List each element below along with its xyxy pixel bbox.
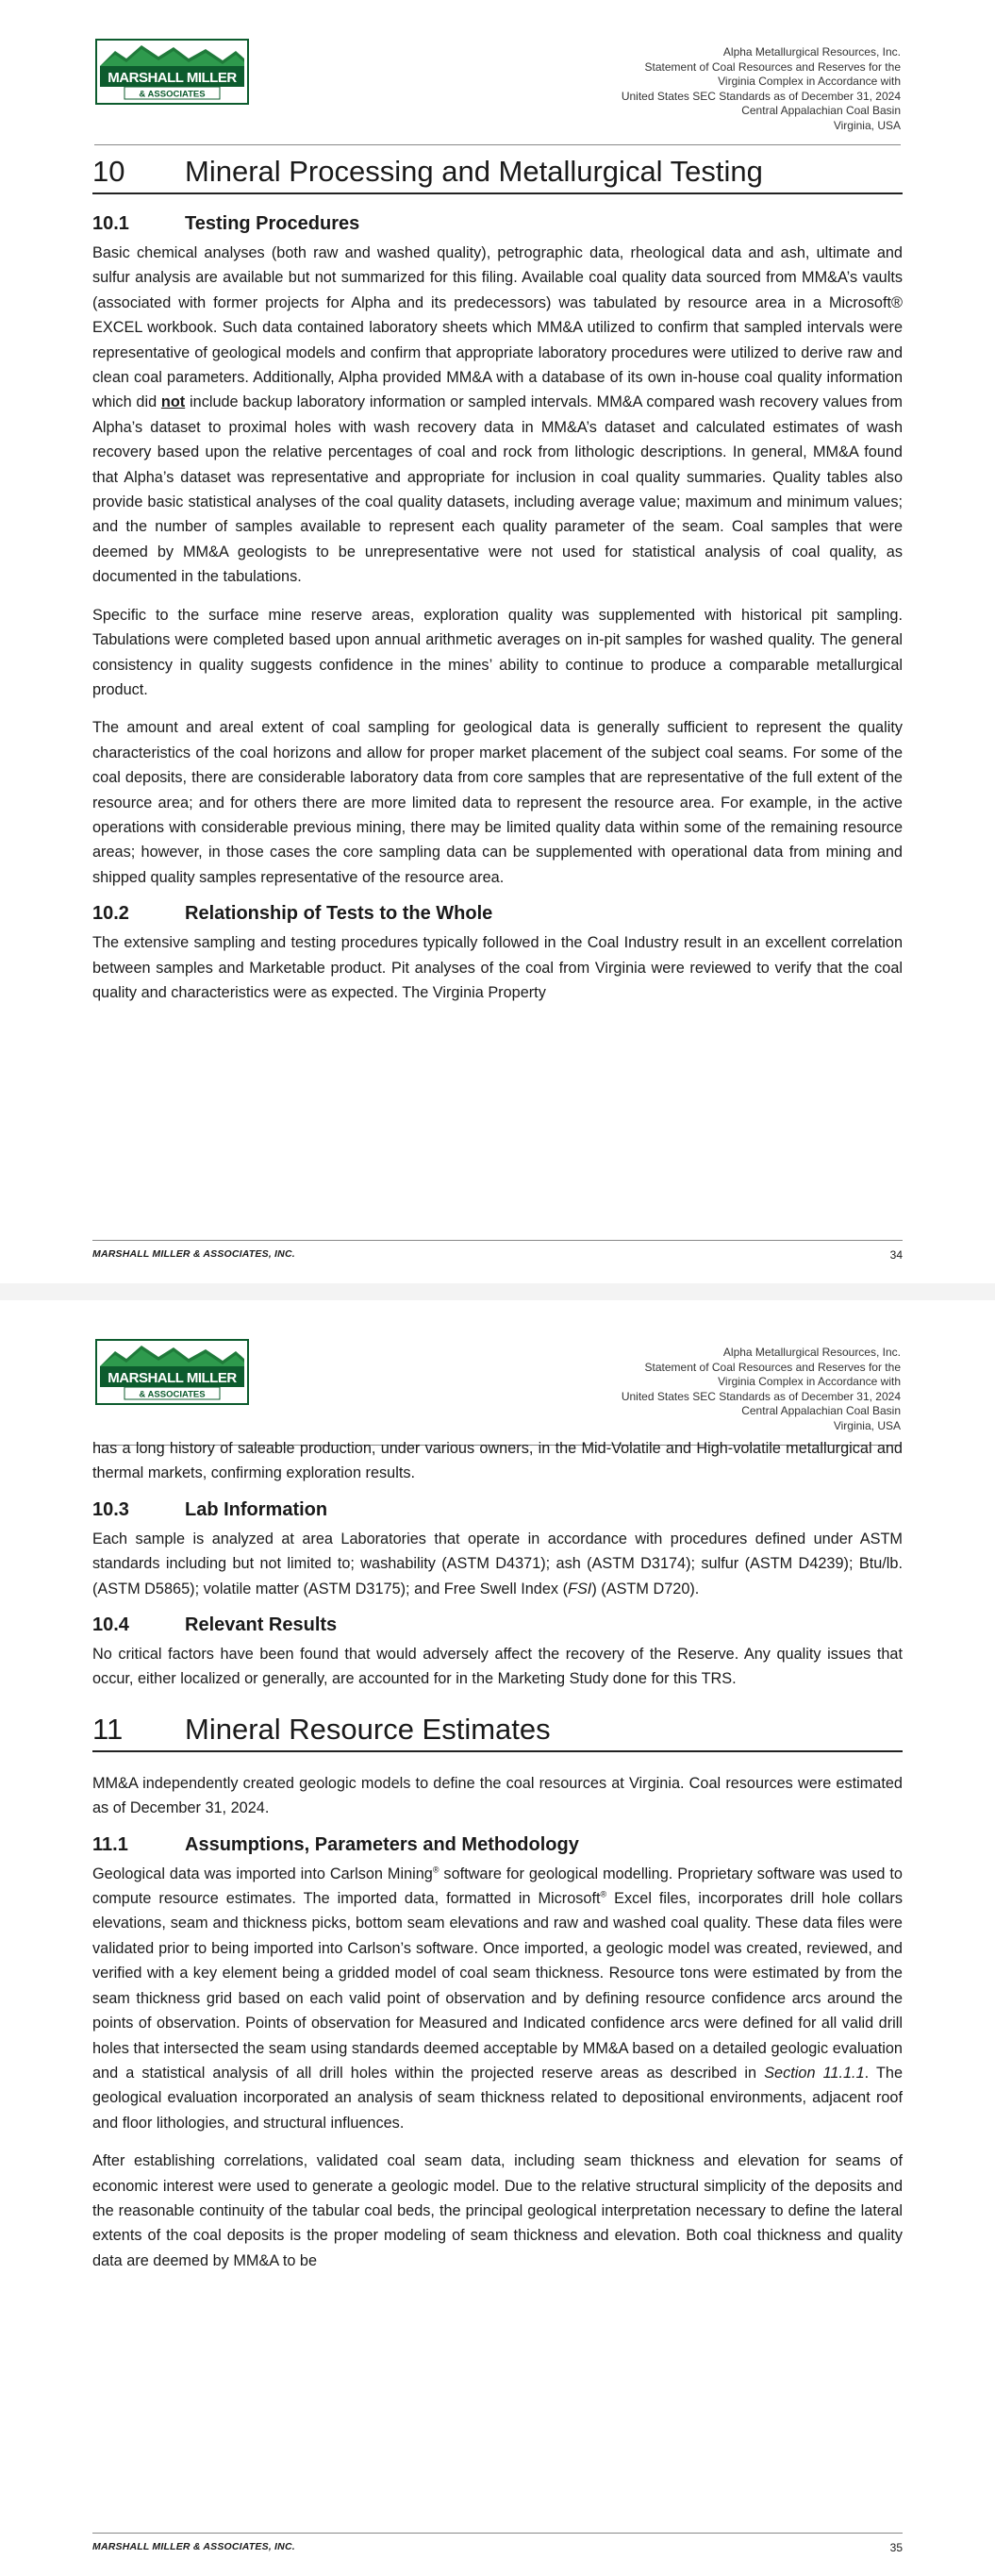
paragraph: No critical factors have been found that would adversely affect the recovery of the Reserve. Any quality issues that occur, either localized or generally, are accounted for in the Marketing Study done for this TRS. (92, 1646, 903, 1688)
paragraph: Basic chemical analyses (both raw and washed quality), petrographic data, rheological data and ash, ultimate and sulfur analysis are available but not summarized for this filing. Available coal quality data sourced from MM&A’s vaults (associated with former projects for Alpha and its predecessors) was tabulated by resource area in a Microsoft® EXCEL workbook. Such data contained laboratory sheets which MM&A utilized to confirm that sampled intervals were representative of geological models and confirm that appropriate laboratory procedures were utilized to derive raw and clean coal parameters. Additionally, Alpha provided MM&A with a database of its own in-house coal quality information which did not include backup laboratory information or sampled intervals. MM&A compared wash recovery values from Alpha’s dataset to proximal holes with wash recovery data in MM&A’s dataset and calculated estimates of wash recovery based upon the relative percentages of coal and rock from lithologic descriptions. In general, MM&A found that Alpha’s dataset was representative and appropriate for inclusion in coal quality summaries. Quality tables also provide basic statistical analyses of the coal quality datasets, including average value; maximum and minimum values; and the number of samples available to represent each quality parameter of the seam. Coal samples that were deemed by MM&A geologists to be unrepresentative were not used for statistical analysis of coal quality, as documented in the tabulations. (92, 244, 903, 586)
paragraph: Specific to the surface mine reserve areas, exploration quality was supplemented with historical pit sampling. Tabulations were completed based upon annual arithmetic averages on in-pit samples for washed quality. The general consistency in quality suggests confidence in the mines’ ability to continue to produce a comparable metallurgical product. (92, 606, 903, 698)
header-line: Virginia Complex in Accordance with (718, 1375, 901, 1388)
section-reference: Section 11.1.1 (764, 2064, 865, 2082)
paragraph: After establishing correlations, validated coal seam data, including seam thickness and elevation for seams of economic interest were used to generate a geologic model. Due to the relative structural simplicity of the deposits and the reasonable continuity of the tabular coal beds, the principal geological interpretation necessary to define the lateral extents of the coal deposits is the proper modeling of seam thickness and elevation. Both coal thickness and quality data are deemed by MM&A to be (92, 2152, 903, 2269)
section-heading (92, 155, 903, 194)
logo-text: MARSHALL MILLER (108, 70, 237, 86)
header-divider (94, 144, 901, 145)
section-title: Mineral Resource Estimates (185, 1712, 551, 1746)
footer-company: MARSHALL MILLER & ASSOCIATES, INC. (92, 2541, 295, 2552)
page-number: 34 (889, 1248, 903, 1262)
paragraph: Geological data was imported into Carlson Mining® software for geological modelling. Proprietary software was used to compute resource estimates. The imported data, formatted in Microsoft® Excel files, incorporates drill hole collars elevations, seam and thickness picks, bottom seam elevations and raw and washed coal quality. These data files were validated prior to being imported into Carlson’s software. Once imported, a geologic model was created, reviewed, and verified with a key element being a gridded model of coal seam thickness. Resource tons were estimated by from the seam thickness grid based on each valid point of observation and by defining resource confidence arcs around the points of observation. Points of observation for Measured and Indicated confidence arcs were defined for all valid drill holes that intersected the seam using standards deemed acceptable by MM&A based on a detailed geologic evaluation and a statistical analysis of all drill holes within the projected reserve areas as described in Section 11.1.1. The geological evaluation incorporated an analysis of seam thickness related to depositional environments, adjacent roof and floor lithologies, and structural influences. (92, 1865, 904, 2132)
page-header (94, 1338, 901, 1447)
document-page-34 (0, 0, 995, 1283)
header-line: United States SEC Standards as of December 31, 2024 (621, 1389, 901, 1403)
subsection-number: 10.1 (92, 213, 129, 234)
header-line: United States SEC Standards as of December 31, 2024 (621, 89, 901, 103)
page-footer (92, 1240, 903, 1263)
subsection-title: Testing Procedures (185, 213, 360, 234)
subsection-heading (92, 1499, 903, 1521)
registered-mark: ® (600, 1889, 607, 1899)
paragraph: MM&A independently created geologic models to define the coal resources at Virginia. Coal resources were estimated as of December 31, 2024. (92, 1774, 903, 1817)
page-footer (92, 2533, 903, 2556)
page-header (94, 38, 901, 146)
emphasis-not: not (160, 393, 186, 411)
page-separator (0, 1283, 995, 1300)
company-logo (94, 1338, 250, 1406)
subsection-heading (92, 213, 903, 235)
header-line: Alpha Metallurgical Resources, Inc. (722, 1346, 901, 1359)
section-number: 11 (92, 1712, 124, 1746)
paragraph: Each sample is analyzed at area Laboratories that operate in accordance with procedures defined under ASTM standards including but not limited to; washability (ASTM D4371); ash (ASTM D3174); sulfur (ASTM D4239); Btu/lb. (ASTM D5865); volatile matter (ASTM D3175); and Free Swell Index (FSI) (ASTM D720). (92, 1530, 903, 1597)
section-heading (92, 1713, 903, 1752)
subsection-heading (92, 1834, 903, 1856)
page-body (92, 1436, 903, 2286)
page-body (92, 155, 903, 1018)
paragraph: The amount and areal extent of coal sampling for geological data is generally sufficient to represent the quality characteristics of the coal horizons and allow for proper market placement of the subject coal seams. For some of the coal deposits, there are considerable laboratory data from core samples that are representative of the full extent of the resource area; and for others there are more limited data to represent the resource area. For example, in the active operations with considerable previous mining, there may be limited quality data within some of the remaining resource areas; however, in those cases the core sampling data can be supplemented with operational data from mining and shipped quality samples representative of the resource area. (92, 719, 903, 886)
subsection-number: 10.3 (92, 1498, 129, 1520)
svg-text:& ASSOCIATES: & ASSOCIATES (139, 89, 206, 100)
document-page-35 (0, 1300, 995, 2576)
subsection-number: 10.4 (92, 1614, 129, 1636)
header-line: Statement of Coal Resources and Reserves for the (644, 1360, 901, 1374)
subsection-title: Lab Information (185, 1498, 328, 1520)
fsi-abbrev: FSI (568, 1580, 592, 1597)
subsection-title: Assumptions, Parameters and Methodology (185, 1833, 579, 1855)
page-number: 35 (889, 2541, 903, 2554)
subsection-title: Relationship of Tests to the Whole (185, 903, 493, 925)
header-text-block (622, 1346, 901, 1433)
paragraph: The extensive sampling and testing procedures typically followed in the Coal Industry result in an excellent correlation between samples and Marketable product. Pit analyses of the coal from Virginia were reviewed to verify that the coal quality and characteristics were as expected. The Virginia Property (92, 934, 903, 1001)
header-line: Virginia, USA (833, 118, 901, 132)
subsection-number: 10.2 (92, 903, 129, 925)
section-number: 10 (92, 155, 125, 188)
paragraph: has a long history of saleable production, under various owners, in the Mid-Volatile and High-volatile metallurgical and thermal markets, confirming exploration results. (92, 1440, 903, 1482)
footer-company: MARSHALL MILLER & ASSOCIATES, INC. (92, 1248, 295, 1260)
header-line: Central Appalachian Coal Basin (741, 104, 901, 117)
svg-text:& ASSOCIATES: & ASSOCIATES (139, 1389, 206, 1400)
subsection-number: 11.1 (92, 1833, 128, 1855)
header-line: Alpha Metallurgical Resources, Inc. (722, 45, 901, 59)
company-logo (94, 38, 250, 106)
header-line: Statement of Coal Resources and Reserves for the (644, 59, 901, 74)
subsection-title: Relevant Results (185, 1614, 338, 1636)
registered-mark: ® (432, 1865, 439, 1875)
header-line: Virginia Complex in Accordance with (718, 75, 901, 88)
header-text-block (622, 45, 901, 133)
subsection-heading (92, 903, 903, 925)
header-line: Virginia, USA (833, 1418, 901, 1432)
header-line: Central Appalachian Coal Basin (741, 1404, 901, 1417)
section-title: Mineral Processing and Metallurgical Testing (185, 155, 763, 188)
subsection-heading (92, 1614, 903, 1636)
svg-text:MARSHALL MILLER: MARSHALL MILLER (108, 1370, 237, 1386)
